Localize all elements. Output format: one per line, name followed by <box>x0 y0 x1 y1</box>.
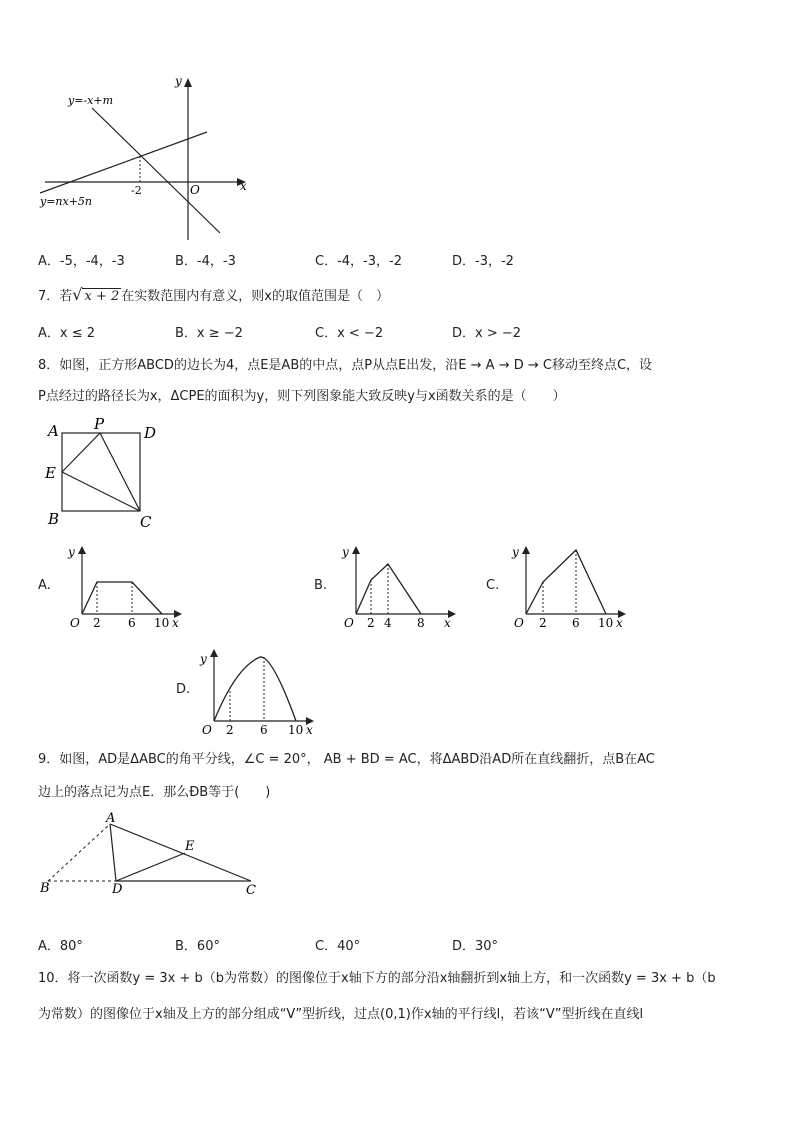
segment-ec <box>62 472 140 511</box>
tick-10: 10 <box>288 723 304 737</box>
graph-d <box>194 645 324 740</box>
x-label: x <box>616 616 623 630</box>
segment-ac <box>110 824 251 881</box>
tick-2: 2 <box>93 616 101 630</box>
q6-figure <box>30 70 260 245</box>
y-axis-arrow <box>184 78 192 87</box>
graph-c-curve <box>526 550 606 614</box>
label-d: D <box>144 424 157 442</box>
y-axis-arrow <box>210 649 218 657</box>
q7-radicand: x + 2 <box>84 289 120 304</box>
label-c: C <box>140 513 152 531</box>
q9-option-a: A．80° <box>38 939 83 954</box>
tick-10: 10 <box>154 616 170 630</box>
graph-a-curve <box>82 582 162 614</box>
q7-option-c: C．x < −2 <box>315 326 384 341</box>
graph-c <box>506 542 636 632</box>
tick-6: 6 <box>260 723 268 737</box>
x-label: x <box>444 616 451 630</box>
label-e: E <box>185 839 195 854</box>
segment-ba-dashed <box>48 824 110 881</box>
y-axis-arrow <box>78 546 86 554</box>
origin: O <box>70 616 80 630</box>
tick-8: 8 <box>417 616 425 630</box>
q7-stem <box>38 285 389 304</box>
q9-option-b: B．60° <box>175 939 220 954</box>
tick-6: 6 <box>572 616 580 630</box>
tick-6: 6 <box>128 616 136 630</box>
tick-2: 2 <box>367 616 375 630</box>
label-c: C <box>246 883 256 898</box>
q9-triangle-figure <box>36 810 266 900</box>
tick-4: 4 <box>384 616 392 630</box>
q8-stem-line1: 8．如图，正方形ABCD的边长为4，点E是AB的中点，点P从点E出发，沿E → A → D → C移动至终点C，设 <box>38 358 653 373</box>
square-abcd <box>62 433 140 511</box>
segment-ep <box>62 433 100 472</box>
y-axis-arrow <box>522 546 530 554</box>
q7-option-d: D．x > −2 <box>452 326 522 341</box>
q6-option-c: C．-4，-3，-2 <box>315 254 402 269</box>
origin: O <box>344 616 354 630</box>
tick-2: 2 <box>226 723 234 737</box>
q6-option-a: A．-5，-4，-3 <box>38 254 125 269</box>
q7-prefix: 7．若 <box>38 289 73 304</box>
tick-neg2: -2 <box>131 184 142 197</box>
origin: O <box>202 723 212 737</box>
origin: O <box>514 616 524 630</box>
q8-stem-line2: P点经过的路径长为x，ΔCPE的面积为y，则下列图象能大致反映y与x函数关系的是（ ） <box>38 389 566 404</box>
line-y-neg-x-plus-m <box>92 108 220 233</box>
y-label: y <box>68 545 75 559</box>
q10-stem-line2: 为常数）的图像位于x轴及上方的部分组成“V”型折线，过点(0,1)作x轴的平行线l，若该“V”型折线在直线l <box>38 1007 644 1022</box>
line1-label: y=-x+m <box>68 94 113 107</box>
tick-2: 2 <box>539 616 547 630</box>
segment-ad <box>110 824 116 881</box>
q7-option-a: A．x ≤ 2 <box>38 326 96 341</box>
x-axis-label: x <box>240 179 247 193</box>
q9-stem-line1: 9．如图，AD是ΔABC的角平分线，∠C = 20°， AB + BD = AC，将ΔABD沿AD所在直线翻折，点B在AC <box>38 752 655 767</box>
sqrt-icon: √ <box>72 285 83 304</box>
q7-option-b: B．x ≥ −2 <box>175 326 243 341</box>
y-axis-label: y <box>175 74 182 88</box>
graph-c-option: C. <box>486 578 500 593</box>
q9-option-c: C．40° <box>315 939 361 954</box>
label-b: B <box>40 881 50 896</box>
origin-label: O <box>190 183 200 197</box>
q10-stem-line1: 10．将一次函数y = 3x + b（b为常数）的图像位于x轴下方的部分沿x轴翻折到x轴上方，和一次函数y = 3x + b（b <box>38 971 716 986</box>
q7-suffix: 在实数范围内有意义，则x的取值范围是（ ） <box>121 289 389 304</box>
y-label: y <box>342 545 349 559</box>
q9-option-d: D．30° <box>452 939 499 954</box>
q6-option-b: B．-4，-3 <box>175 254 236 269</box>
tick-10: 10 <box>598 616 614 630</box>
segment-pc <box>100 433 140 511</box>
graph-d-option: D. <box>176 682 191 697</box>
graph-a-option: A. <box>38 578 51 593</box>
x-label: x <box>306 723 313 737</box>
label-a: A <box>48 422 59 440</box>
y-label: y <box>200 652 207 666</box>
graph-a <box>62 542 192 632</box>
label-p: P <box>94 415 105 433</box>
segment-de <box>116 853 185 881</box>
label-e: E <box>45 464 56 482</box>
graph-d-curve <box>214 657 296 721</box>
x-label: x <box>172 616 179 630</box>
graph-b-option: B. <box>314 578 328 593</box>
line2-label: y=nx+5n <box>40 195 93 208</box>
label-a: A <box>106 811 116 826</box>
label-b: B <box>48 510 60 528</box>
q6-option-d: D．-3，-2 <box>452 254 514 269</box>
y-label: y <box>512 545 519 559</box>
q9-stem-line2: 边上的落点记为点E．那么ÐB等于( ) <box>38 785 271 800</box>
label-d: D <box>112 882 123 897</box>
graph-b <box>336 542 466 632</box>
line-y-nx-plus-5n <box>40 132 207 193</box>
q8-square-figure <box>40 415 170 530</box>
y-axis-arrow <box>352 546 360 554</box>
